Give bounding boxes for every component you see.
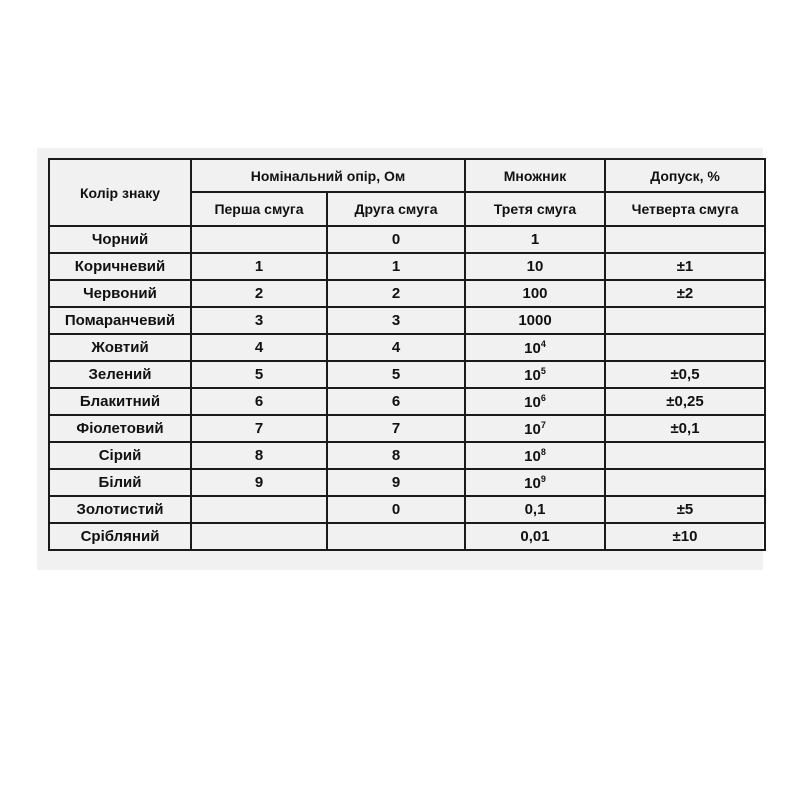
tolerance-cell xyxy=(605,334,765,361)
band2-cell: 3 xyxy=(327,307,465,334)
band2-cell xyxy=(327,523,465,550)
header-band3: Третя смуга xyxy=(465,192,605,226)
band2-cell: 7 xyxy=(327,415,465,442)
multiplier-base: 10 xyxy=(524,447,541,465)
multiplier-base: 10 xyxy=(524,393,541,411)
multiplier-base: 10 xyxy=(524,474,541,492)
band1-cell: 4 xyxy=(191,334,327,361)
tolerance-cell xyxy=(605,307,765,334)
color-name-cell: Коричневий xyxy=(49,253,191,280)
color-name-cell: Блакитний xyxy=(49,388,191,415)
band2-cell: 0 xyxy=(327,496,465,523)
multiplier-base: 10 xyxy=(524,420,541,438)
band2-cell: 8 xyxy=(327,442,465,469)
color-name-cell: Зелений xyxy=(49,361,191,388)
multiplier-cell xyxy=(465,388,605,415)
band1-cell xyxy=(191,496,327,523)
multiplier-exponent: 6 xyxy=(540,392,546,403)
band1-cell: 1 xyxy=(191,253,327,280)
header-band1: Перша смуга xyxy=(191,192,327,226)
color-name-cell: Червоний xyxy=(49,280,191,307)
band2-cell: 4 xyxy=(327,334,465,361)
tolerance-cell xyxy=(605,469,765,496)
multiplier-exponent: 8 xyxy=(540,446,546,457)
resistor-color-code-table xyxy=(48,158,766,551)
table-row xyxy=(49,253,765,280)
multiplier-base: 10 xyxy=(526,258,544,275)
table-row xyxy=(49,496,765,523)
band2-cell: 6 xyxy=(327,388,465,415)
band2-cell: 0 xyxy=(327,226,465,253)
multiplier-base: 10 xyxy=(524,366,541,384)
multiplier-cell xyxy=(465,361,605,388)
multiplier-base: 10 xyxy=(524,339,541,357)
header-color: Колір знаку xyxy=(49,159,191,226)
table-row xyxy=(49,388,765,415)
tolerance-cell: ±1 xyxy=(605,253,765,280)
multiplier-cell xyxy=(465,415,605,442)
table-row xyxy=(49,442,765,469)
color-name-cell: Фіолетовий xyxy=(49,415,191,442)
tolerance-cell: ±5 xyxy=(605,496,765,523)
header-multiplier: Множник xyxy=(465,159,605,192)
tolerance-cell: ±0,25 xyxy=(605,388,765,415)
header-band4: Четверта смуга xyxy=(605,192,765,226)
multiplier-cell xyxy=(465,523,605,550)
tolerance-cell: ±10 xyxy=(605,523,765,550)
header-nominal-resistance: Номінальний опір, Ом xyxy=(191,159,465,192)
band1-cell xyxy=(191,226,327,253)
multiplier-cell xyxy=(465,226,605,253)
tolerance-cell: ±2 xyxy=(605,280,765,307)
table-row xyxy=(49,307,765,334)
color-name-cell: Сірий xyxy=(49,442,191,469)
multiplier-base: 1000 xyxy=(518,312,552,329)
multiplier-base: 1 xyxy=(530,231,540,248)
band1-cell: 3 xyxy=(191,307,327,334)
tolerance-cell xyxy=(605,226,765,253)
tolerance-cell: ±0,5 xyxy=(605,361,765,388)
multiplier-cell xyxy=(465,469,605,496)
multiplier-base: 0,1 xyxy=(524,501,546,518)
color-name-cell: Срібляний xyxy=(49,523,191,550)
tolerance-cell: ±0,1 xyxy=(605,415,765,442)
table-row xyxy=(49,280,765,307)
header-tolerance: Допуск, % xyxy=(605,159,765,192)
multiplier-cell xyxy=(465,280,605,307)
header-band2: Друга смуга xyxy=(327,192,465,226)
multiplier-base: 0,01 xyxy=(520,528,550,545)
color-name-cell: Жовтий xyxy=(49,334,191,361)
multiplier-cell xyxy=(465,307,605,334)
table-row xyxy=(49,523,765,550)
band1-cell: 8 xyxy=(191,442,327,469)
color-name-cell: Помаранчевий xyxy=(49,307,191,334)
band1-cell: 9 xyxy=(191,469,327,496)
table-row xyxy=(49,334,765,361)
band1-cell: 5 xyxy=(191,361,327,388)
band2-cell: 2 xyxy=(327,280,465,307)
multiplier-cell xyxy=(465,496,605,523)
multiplier-exponent: 7 xyxy=(540,419,546,430)
table-body xyxy=(49,226,765,550)
color-name-cell: Білий xyxy=(49,469,191,496)
band1-cell: 6 xyxy=(191,388,327,415)
table-row xyxy=(49,469,765,496)
multiplier-cell xyxy=(465,442,605,469)
tolerance-cell xyxy=(605,442,765,469)
band1-cell: 7 xyxy=(191,415,327,442)
multiplier-cell xyxy=(465,253,605,280)
multiplier-base: 100 xyxy=(522,285,548,302)
multiplier-exponent: 9 xyxy=(540,473,546,484)
color-name-cell: Золотистий xyxy=(49,496,191,523)
band2-cell: 9 xyxy=(327,469,465,496)
multiplier-exponent: 4 xyxy=(540,338,546,349)
multiplier-cell xyxy=(465,334,605,361)
multiplier-exponent: 5 xyxy=(540,365,546,376)
band1-cell: 2 xyxy=(191,280,327,307)
table-row xyxy=(49,361,765,388)
band2-cell: 1 xyxy=(327,253,465,280)
table-row xyxy=(49,226,765,253)
table-row xyxy=(49,415,765,442)
color-name-cell: Чорний xyxy=(49,226,191,253)
band2-cell: 5 xyxy=(327,361,465,388)
band1-cell xyxy=(191,523,327,550)
